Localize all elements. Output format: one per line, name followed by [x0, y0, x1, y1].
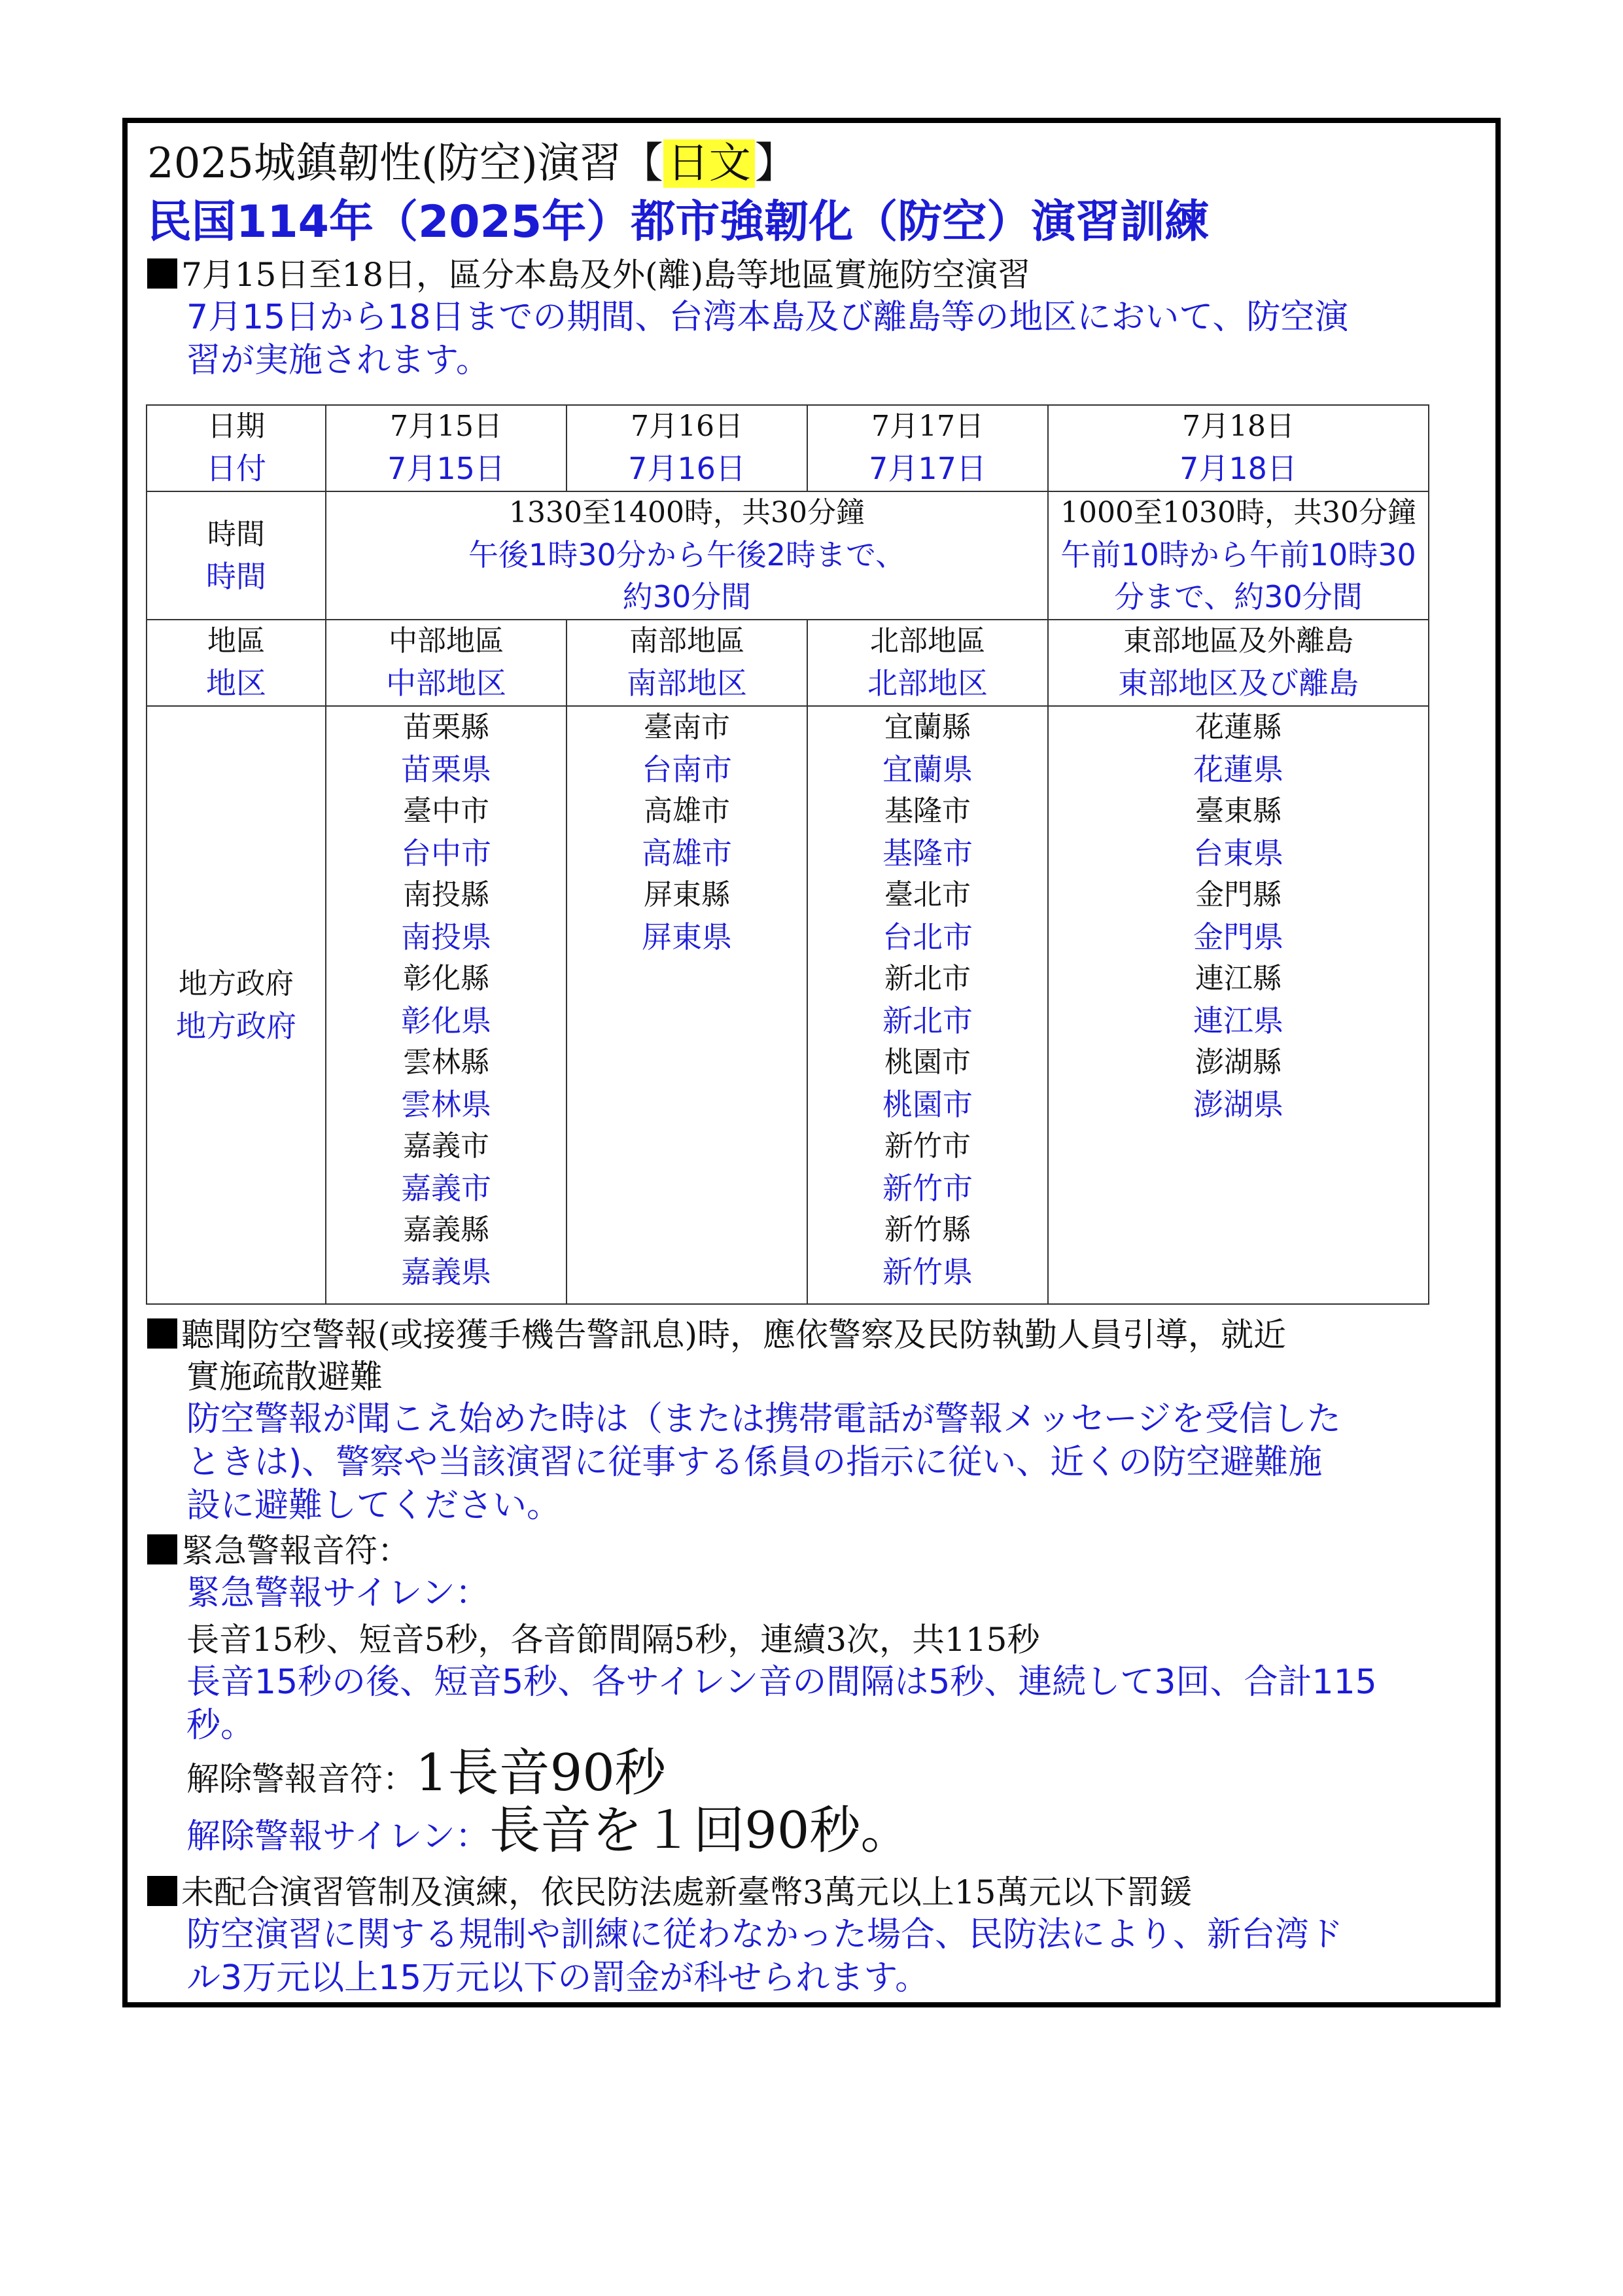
gov-item-jp: 澎湖県	[1193, 1087, 1283, 1122]
gov-item-jp: 宜蘭県	[882, 752, 973, 787]
time-span2-zh: 1000至1030時，共30分鐘	[1060, 496, 1416, 529]
date-cell-jp: 7月16日	[628, 451, 746, 486]
date-cell-zh: 7月18日	[1182, 410, 1295, 443]
gov-item-jp: 連江県	[1193, 1003, 1283, 1038]
date-cell-jp: 7月15日	[387, 451, 505, 486]
siren-block	[147, 1530, 1482, 1862]
gov-item-zh: 雲林縣	[403, 1046, 489, 1079]
region-label-zh: 地區	[207, 624, 265, 658]
region-cell-jp: 北部地区	[867, 665, 988, 701]
date-row	[147, 405, 1429, 491]
date-cell-zh: 7月15日	[390, 410, 502, 443]
time-span1-zh: 1330至1400時，共30分鐘	[509, 496, 865, 529]
date-cell-zh: 7月17日	[871, 410, 984, 443]
gov-item-zh: 澎湖縣	[1195, 1046, 1282, 1079]
date-cell-jp: 7月17日	[869, 451, 986, 486]
siren-detail-jp-2: 秒。	[186, 1706, 255, 1745]
gov-item-zh: 桃園市	[884, 1046, 971, 1079]
time-span1-jp: 午後1時30分から午後2時まで、	[468, 537, 906, 573]
region-cell-zh: 中部地區	[389, 624, 504, 658]
gov-item-zh: 臺北市	[884, 878, 971, 911]
evacuation-block	[147, 1314, 1482, 1527]
gov-item-zh: 新竹縣	[884, 1213, 971, 1246]
region-label-jp: 地区	[206, 665, 266, 701]
region-cell-zh: 南部地區	[629, 624, 744, 658]
intro-block	[147, 254, 1482, 382]
intro-jp-1: 7月15日から18日までの期間、台湾本島及び離島等の地区において、防空演	[186, 298, 1349, 337]
intro-zh: 7月15日至18日，區分本島及外(離)島等地區實施防空演習	[147, 254, 1482, 296]
gov-item-jp: 桃園市	[882, 1087, 973, 1122]
time-span2-jp: 午前10時から午前10時30	[1060, 537, 1416, 573]
gov-item-jp: 苗栗県	[401, 752, 491, 787]
penalty-block	[147, 1871, 1482, 2000]
gov-item-zh: 金門縣	[1195, 878, 1282, 911]
gov-item-zh: 基隆市	[884, 794, 971, 828]
gov-item-zh: 屏東縣	[644, 878, 730, 911]
siren-heading-zh: 緊急警報音符：	[147, 1530, 1482, 1572]
gov-label-zh: 地方政府	[179, 967, 294, 1000]
release-value-zh: 1長音90秒	[415, 1744, 666, 1803]
gov-column-north	[807, 706, 1048, 1304]
notice-frame	[122, 118, 1501, 2007]
gov-item-zh: 彰化縣	[403, 962, 489, 995]
bullet-square-icon	[147, 1534, 177, 1564]
title-jp: 民国114年（2025年）都市強韌化（防空）演習訓練	[147, 196, 1210, 248]
siren-detail-zh: 長音15秒、短音5秒，各音節間隔5秒，連續3次，共115秒	[186, 1621, 1040, 1659]
time-label-jp: 時間	[206, 559, 266, 594]
gov-item-jp: 嘉義県	[401, 1254, 491, 1290]
gov-column-south	[567, 706, 807, 1304]
gov-item-zh: 南投縣	[403, 878, 489, 911]
gov-item-jp: 台東県	[1193, 836, 1283, 871]
siren-heading-jp: 緊急警報サイレン：	[186, 1574, 490, 1613]
time-span2-jp: 分まで、約30分間	[1114, 579, 1363, 614]
region-cell-jp: 南部地区	[627, 665, 747, 701]
gov-item-jp: 新竹市	[882, 1171, 973, 1206]
bullet-square-icon	[147, 1318, 177, 1349]
region-cell-zh: 北部地區	[870, 624, 985, 658]
gov-item-jp: 彰化県	[401, 1003, 491, 1038]
bullet-square-icon	[147, 258, 177, 289]
gov-item-jp: 金門県	[1193, 919, 1283, 955]
gov-item-jp: 雲林県	[401, 1087, 491, 1122]
penalty-zh: 未配合演習管制及演練，依民防法處新臺幣3萬元以上15萬元以下罰鍰	[147, 1871, 1482, 1913]
gov-item-zh: 苗栗縣	[403, 711, 489, 744]
gov-item-zh: 連江縣	[1195, 962, 1282, 995]
gov-item-jp: 花蓮県	[1193, 752, 1283, 787]
region-row	[147, 620, 1429, 706]
region-cell-jp: 中部地区	[386, 665, 506, 701]
gov-item-zh: 新竹市	[884, 1129, 971, 1163]
evacuation-jp-3: 設に避難してください。	[186, 1486, 561, 1525]
date-label-jp: 日付	[206, 451, 266, 486]
gov-item-jp: 新北市	[882, 1003, 973, 1038]
intro-jp-2: 習が実施されます。	[186, 341, 490, 380]
evacuation-zh-2: 實施疏散避難	[186, 1358, 383, 1396]
government-row	[147, 706, 1429, 1304]
release-jp: 解除警報サイレン：長音を１回90秒。	[186, 1801, 912, 1860]
gov-item-jp: 高雄市	[642, 836, 732, 871]
date-label-zh: 日期	[207, 410, 265, 443]
gov-item-jp: 台南市	[642, 752, 732, 787]
gov-item-jp: 基隆市	[882, 836, 973, 871]
gov-item-zh: 花蓮縣	[1195, 711, 1282, 744]
gov-column-east	[1048, 706, 1429, 1304]
gov-item-zh: 新北市	[884, 962, 971, 995]
gov-item-jp: 南投県	[401, 919, 491, 955]
time-label-zh: 時間	[207, 518, 265, 551]
gov-item-jp: 嘉義市	[401, 1171, 491, 1206]
title-zh: 2025城鎮韌性(防空)演習【日文】	[147, 139, 797, 188]
evacuation-jp-2: ときは)、警察や当該演習に従事する係員の指示に従い、近くの防空避難施	[186, 1443, 1323, 1482]
gov-item-jp: 屏東県	[642, 919, 732, 955]
gov-item-jp: 台中市	[401, 836, 491, 871]
date-cell-jp: 7月18日	[1179, 451, 1297, 486]
penalty-jp-2: ル3万元以上15万元以下の罰金が科せられます。	[186, 1958, 930, 1998]
evacuation-jp-1: 防空警報が聞こえ始めた時は（または携帯電話が警報メッセージを受信した	[186, 1400, 1341, 1439]
gov-item-zh: 宜蘭縣	[884, 711, 971, 744]
language-tag: 日文	[663, 139, 755, 188]
gov-item-jp: 新竹県	[882, 1254, 973, 1290]
date-cell-zh: 7月16日	[631, 410, 743, 443]
region-cell-jp: 東部地区及び離島	[1118, 665, 1359, 701]
region-cell-zh: 東部地區及外離島	[1123, 624, 1353, 658]
siren-detail-jp-1: 長音15秒の後、短音5秒、各サイレン音の間隔は5秒、連続して3回、合計115	[186, 1663, 1377, 1702]
gov-label-jp: 地方政府	[176, 1008, 296, 1044]
gov-item-zh: 臺南市	[644, 711, 730, 744]
release-zh: 解除警報音符：1長音90秒	[186, 1744, 666, 1803]
schedule-table	[146, 404, 1429, 1305]
gov-item-zh: 臺中市	[403, 794, 489, 828]
gov-item-zh: 高雄市	[644, 794, 730, 828]
gov-item-jp: 台北市	[882, 919, 973, 955]
release-value-jp: 長音を１回90秒。	[489, 1801, 912, 1860]
bullet-square-icon	[147, 1876, 177, 1906]
time-span1-jp: 約30分間	[622, 579, 752, 614]
penalty-jp-1: 防空演習に関する規制や訓練に従わなかった場合、民防法により、新台湾ド	[186, 1915, 1344, 1954]
gov-column-central	[326, 706, 567, 1304]
evacuation-zh-1: 聽聞防空警報(或接獲手機告警訊息)時，應依警察及民防執勤人員引導，就近	[147, 1314, 1482, 1356]
gov-item-zh: 嘉義市	[403, 1129, 489, 1163]
gov-item-zh: 嘉義縣	[403, 1213, 489, 1246]
time-row	[147, 491, 1429, 620]
gov-item-zh: 臺東縣	[1195, 794, 1282, 828]
